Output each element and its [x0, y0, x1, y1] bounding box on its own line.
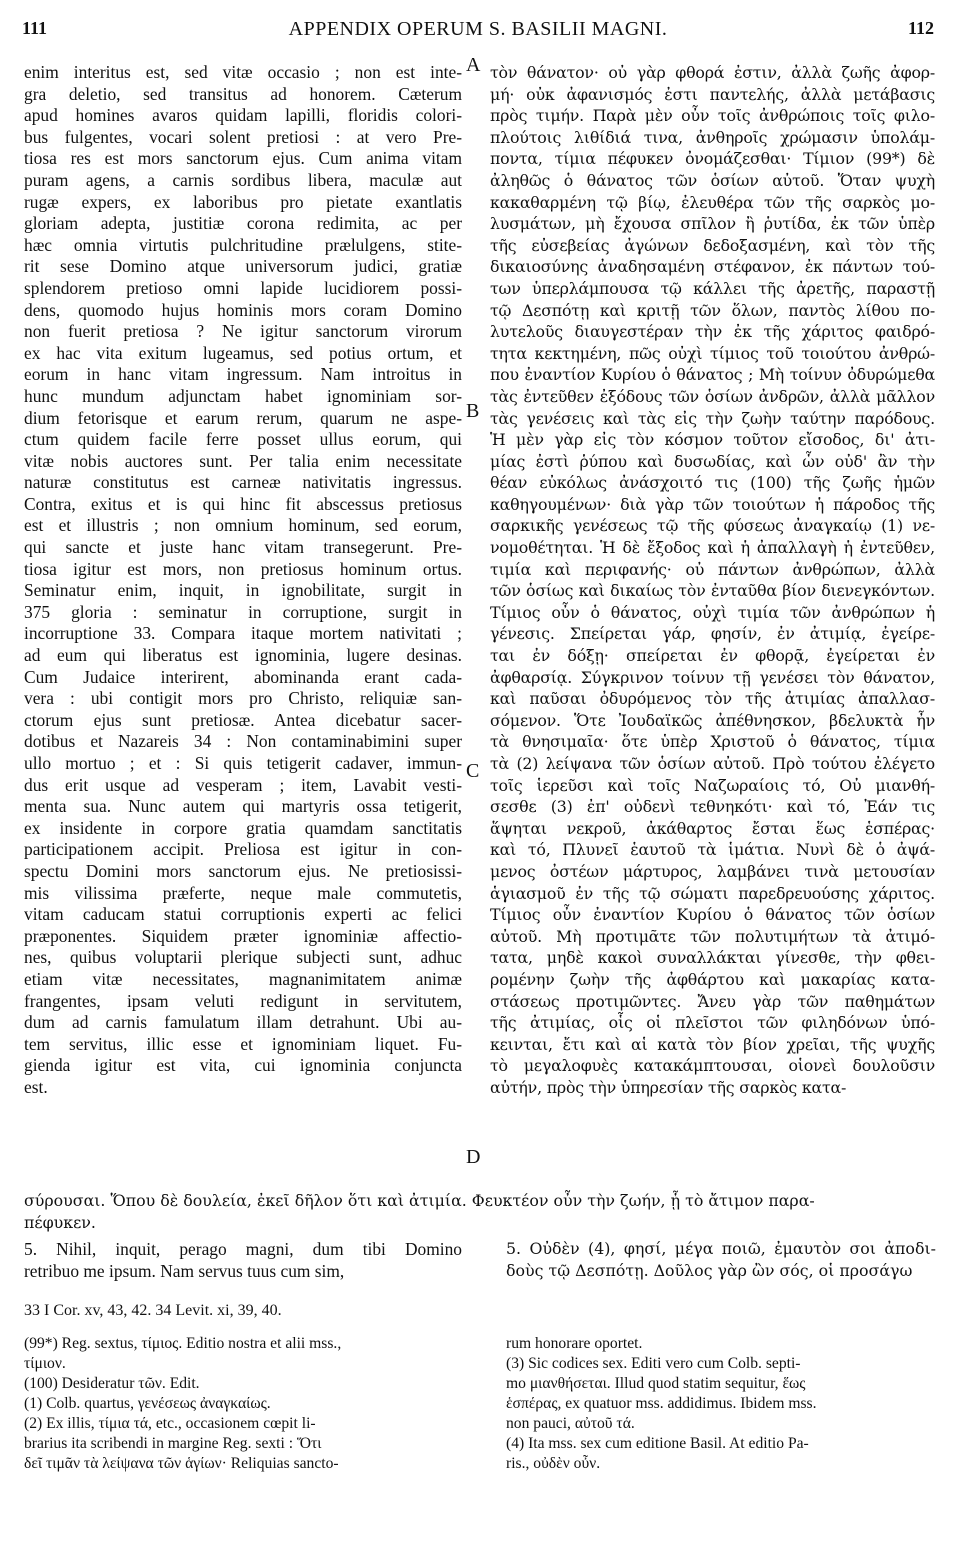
greek-line: κεινται, ἔτι καὶ αἱ κατὰ τὸν βίον χρεῖαι, τῆς ψυχῆς [490, 1034, 935, 1054]
notes-right [506, 1334, 936, 1474]
latin-line: incorruptione 33. Compara itaque mortem nativitati ; [24, 623, 462, 644]
running-title: APPENDIX OPERUM S. BASILII MAGNI. [288, 18, 668, 40]
greek-line: καθηγουμένων· διὰ γὰρ τῶν τοιούτων ἡ πάροδος τῆς [490, 494, 935, 514]
greek-line: θέαν εὐκόλως ἀνάσχοιτό τις (100) τῆς ζωῆς ἡμῶν [490, 473, 935, 493]
greek-line: τῷ Δεσπότῃ καὶ κριτῇ τῶν ὅλων, παντὸς λίθου πο- [490, 300, 935, 320]
greek-column [490, 62, 935, 1099]
note-line: ἑσπέρας, ex quatuor mss. addidimus. Ibidem mss. [506, 1395, 817, 1412]
greek-line: τὸν θάνατον· οὐ γὰρ φθορά ἐστιν, ἀλλὰ ζωῆς ἀφορ- [490, 63, 935, 82]
latin-line: ullo mortuo ; et : Si quis tetigerit cadaver, immun- [24, 753, 462, 773]
latin-line: tiosa igitur est mors, non pretiosus hominum ortus. [24, 558, 462, 579]
greek-line: γένεσις. Σπείρεται γάρ, φησίν, ἐν ἀτιμίᾳ, ἐγείρε- [490, 624, 935, 644]
note-line: (99*) Reg. sextus, τίμιος. Editio nostra et alii mss., [24, 1335, 342, 1352]
margin-marker-d: D [466, 1146, 481, 1168]
latin-line: vitam caducam statui corruptionis experti ac felici [24, 904, 462, 925]
section-5-latin [24, 1238, 462, 1282]
latin-line: ex insidente in corpore gratia quamdam sanctitatis [24, 817, 462, 838]
greek-line: ται ἐν δόξῃ· σπείρεται ἐν φθορᾷ, ἐγείρεται ἐν [490, 646, 935, 666]
latin-line: non fuerit pretiosa ? Ne igitur sanctorum virorum [24, 321, 462, 342]
section-5-latin-line: 5. Nihil, inquit, perago magni, dum tibi Domino [24, 1239, 462, 1259]
latin-line: ex hac vita exitum lugeamus, sed potius ortum, et [24, 342, 462, 363]
latin-line: enim interitus est, sed vitæ occasio ; non est inte- [24, 62, 462, 82]
note-line: δεῖ τιμᾶν τὰ λείψανα τῶν ἁγίων· Reliquias sancto- [24, 1455, 339, 1472]
greek-line: Τίμιος οὖν ὁ θάνατος, οὐχὶ τιμία τῶν ἀνθρώπων ἡ [490, 602, 935, 622]
latin-line: præponentes. Siquidem præter ignominiæ affectio- [24, 925, 462, 946]
greek-line: τὰ (2) λείψανα τῶν ὁσίων αὐτοῦ. Πρὸ τούτου ἐλέγετο [490, 754, 935, 773]
greek-line: στάσεως προτιμῶντες. Ἄνευ γὰρ τῶν παθημάτων [490, 991, 935, 1011]
greek-line: νομοθέτηται. Ἡ δὲ ἔξοδος καὶ ἡ ἀπαλλαγὴ ἡ ἐντεῦθεν, [490, 538, 935, 558]
greek-line: πλούτοις λιθίδιά τινα, ἀνθηροῖς χρώμασιν ὑπολάμ- [490, 127, 935, 147]
greek-line: τατα, μηδὲ κακοὶ συναλλάκται γίνεσθε, τὴν φθει- [490, 948, 935, 968]
greek-spill-line: σύρουσαι. Ὅπου δὲ δουλεία, ἐκεῖ δῆλον ὅτι καὶ ἀτιμία. Φευκτέον οὖν τὴν ζωήν, ᾗ τὸ ἄτιμον παρα- [24, 1191, 815, 1210]
latin-line: hæc omnia virtutis pulchritudine prælulgens, stite- [24, 234, 462, 255]
greek-line: ἅψηται νεκροῦ, ἀκάθαρτος ἔσται ἕως ἑσπέρας· [490, 818, 935, 838]
greek-line: που ἐναντίον Κυρίου ὁ θάνατος ; Μὴ τοίνυν ὀδυρώμεθα [490, 365, 935, 385]
latin-line: ctorum ejus sunt pretiosæ. Antea dicebatur sacer- [24, 709, 462, 730]
greek-line: τιμία καὶ περιφανής· οὐ πάντων ἀνθρώπων, ἀλλὰ [490, 559, 935, 579]
greek-line: τῆς εὐσεβείας ἀγώνων δεδοξασμένη, καὶ τὸν τῆς [490, 235, 935, 255]
latin-line: frangentes, ipsam veluti redigunt in servitutem, [24, 990, 462, 1011]
note-line: non pauci, αὐτοῦ τά. [506, 1415, 635, 1432]
latin-line: vitæ nobis auctores sunt. Per talia enim necessitate [24, 450, 462, 471]
greek-line: τὰς ἐντεῦθεν ἐξόδους τῶν ὁσίων ἀνδρῶν, ἀλλὰ μᾶλλον [490, 386, 935, 406]
section-5-greek-line: 5. Οὐδὲν (4), φησί, μέγα ποιῶ, ἐμαυτὸν σοι ἀποδι- [506, 1239, 936, 1258]
greek-line: καὶ τό, Πλυνεῖ ἑαυτοῦ τὰ ἱμάτια. Νυνὶ δὲ ὁ ἀψά- [490, 840, 935, 860]
latin-line: gienda igitur est vita, cui ignominia conjuncta [24, 1055, 462, 1076]
latin-line: splendorem pretioso omni lapide lucidiorem possi- [24, 277, 462, 298]
latin-line: puram agens, a carnis sordibus libera, maculæ aut [24, 169, 462, 190]
greek-line: λυσμάτων, μὴ ἔχουσα σπῖλον ἢ ῥυτίδα, ἐκ τῶν ὑπὲρ [490, 214, 935, 234]
note-line: (4) Ita mss. sex cum editione Basil. At editio Pa- [506, 1435, 809, 1452]
greek-line: αὐτοῦ. Μὴ προτιμᾶτε τῶν πολυτιμήτων τὰ ἀτιμό- [490, 926, 935, 946]
latin-line: menta sua. Nunc autem qui martyris ossa tetigerit, [24, 796, 462, 817]
greek-spill-lines [24, 1190, 936, 1233]
latin-line: ctum quidem facile ferre posset ullus eorum, qui [24, 429, 462, 450]
greek-line: τῶν ὁσίως καὶ δικαίως τὸν ἐνταῦθα βίον διενεγκόντων. [490, 581, 935, 601]
note-line: (2) Ex illis, τίμια τά, etc., occasionem cœpit li- [24, 1415, 316, 1432]
latin-line: naturæ constitutus est carneæ nativitatis ingressus. [24, 472, 462, 493]
note-line: mo μιανθήσεται. Illud quod statim sequitur, ἕως [506, 1375, 806, 1392]
greek-line: μίας ἐστὶ ῥύπου καὶ δυσωδίας, καὶ ὧν οὐδ' ἂν τὴν [490, 451, 935, 471]
latin-line: Seminatur enim, inquit, in ignobilitate, surgit in [24, 580, 462, 601]
section-5-latin-line: retribuo me ipsum. Nam servus tuus cum sim, [24, 1261, 345, 1281]
greek-line: σαρκικῆς γενέσεως τῷ τῆς φύσεως ἀναγκαίῳ (1) νε- [490, 516, 935, 536]
greek-line: τῆς ἀτιμίας, οἷς οἱ πλεῖστοι τῶν φιληδόνων ὑπό- [490, 1013, 935, 1033]
greek-line: Τίμιος οὖν ἐναντίον Κυρίου ὁ θάνατος τῶν ὁσίων [490, 905, 935, 925]
note-line: ris., οὐδὲν οὖν. [506, 1455, 601, 1472]
greek-line: ποντα, τίμια πέφυκεν ὀνομάζεσθαι· Τίμιον (99*) δὲ [490, 149, 935, 169]
greek-line: τὰ θνησιμαῖα· ὅτε ὑπὲρ Χριστοῦ ὁ θάνατος, τίμια [490, 732, 935, 752]
greek-line: κακαθαρμένη τῷ βίῳ, ἐλευθέρα τῶν τῆς σαρκὸς μο- [490, 192, 935, 212]
latin-line: Contra, exitus et is qui hinc fit abscessus pretiosus [24, 493, 462, 514]
greek-spill-line: πέφυκεν. [24, 1212, 96, 1232]
latin-line: qui sancte et juste hanc vitam transegerunt. Pre- [24, 537, 462, 558]
greek-line: σόμενον. Ὅτε Ἰουδαϊκῶς ἀπέθνησκον, βδελυκτὰ ἦν [490, 710, 935, 730]
latin-line: gra deletio, sed transitus ad honorem. Cæterum [24, 83, 462, 104]
latin-line: est. [24, 1076, 48, 1097]
page-number-right: 112 [907, 18, 934, 38]
note-line: (3) Sic codices sex. Editi vero cum Colb. septi- [506, 1355, 801, 1372]
latin-line: rugæ expers, ex laboribus pro pietate exantlatis [24, 191, 462, 212]
latin-line: Cum Judaice interirent, abominanda erant cada- [24, 666, 462, 687]
latin-line: dens, quomodo hujus hominis mors coram Domino [24, 299, 462, 320]
greek-line: τὸ μεγαλοφυὲς κατακάμπτουσαι, οἱονεὶ δουλοῦσιν [490, 1056, 935, 1076]
margin-marker-b: B [466, 400, 480, 422]
latin-line: dium fetorisque et earum rerum, quarum ne aspe- [24, 407, 462, 428]
greek-line: σεσθε (3) ἐπ' οὐδενὶ τεθνηκότι· καὶ τό, Ἐάν τις [490, 797, 935, 817]
greek-line: μενος ὀστέων μάρτυρος, λαμβάνει τινὰ μετουσίαν [490, 861, 935, 881]
running-header [22, 18, 934, 48]
latin-line: tiosa res est mors sanctorum ejus. Cum anima vitam [24, 148, 462, 169]
note-line: (100) Desideratur τῶν. Edit. [24, 1375, 200, 1392]
latin-line: dotibus et Nazareis 34 : Non contaminabimini super [24, 731, 462, 752]
greek-line: ἀφθαρσίᾳ. Σύγκρινον τοίνυν τῇ γενέσει τὸν θάνατον, [490, 667, 935, 687]
latin-line: nes, quibus voluptarii plerique subjecti sunt, adhuc [24, 947, 462, 968]
greek-line: τὰς γενέσεις καὶ τὰς εἰς τὴν ζωὴν ταύτην παρόδους. [490, 408, 935, 428]
greek-line: ρομένην ζωὴν τῆς ἀφθάρτου καὶ μακαρίας κατα- [490, 969, 935, 989]
greek-line: ἁγιασμοῦ ἐν τῆς τῷ σώματι παρεδρευούσης χάριτος. [490, 883, 935, 903]
latin-line: ad eum qui liberatus est ignominia, lugere desinas. [24, 645, 462, 666]
latin-line: rit sese Domino atque universorum judici, gratiæ [24, 256, 462, 277]
latin-line: gloriam adepta, justitiæ corona redimita, ac per [24, 213, 462, 234]
latin-line: dus erit usque ad vesperam ; item, Lavabit vesti- [24, 774, 462, 795]
note-line: rum honorare oportet. [506, 1335, 643, 1352]
margin-marker-c: C [466, 760, 480, 782]
latin-line: etiam vitæ necessitates, magnanimitatem animæ [24, 968, 462, 989]
latin-line: tem servitus, illic esse et ignominiam liquet. Fu- [24, 1033, 462, 1054]
greek-line: μή· οὐκ ἀφανισμός ἐστι παντελής, ἀλλὰ μετάβασις [490, 84, 935, 104]
greek-line: δικαιοσύνης ἀναδησαμένη στέφανον, ἐκ πάντων τού- [490, 257, 935, 277]
latin-line: vera : ubi contigit mors pro Christo, reliquiæ san- [24, 688, 462, 709]
page-number-left: 111 [22, 18, 48, 38]
latin-line: participationem accipit. Preliosa est igitur in con- [24, 839, 462, 860]
scripture-footnotes: 33 I Cor. xv, 43, 42. 34 Levit. xi, 39, 40. [24, 1302, 282, 1319]
note-line: (1) Colb. quartus, γενέσεως ἀναγκαίως. [24, 1395, 271, 1412]
latin-line: eorum in hanc vitam ingressum. Nam introitus in [24, 364, 462, 385]
greek-line: ἀληθῶς ὁ θάνατος τῶν ὁσίων αὐτοῦ. Ὅταν ψυχὴ [490, 170, 935, 190]
latin-line: est et illustris ; non omnium hominum, sed eorum, [24, 515, 462, 536]
greek-line: λυτελοῦς διαυγεστέραν τὴν ἐκ τῆς χάριτος φαιδρό- [490, 322, 935, 342]
latin-line: spectu Domini mors sanctorum ejus. Ne pretiosissi- [24, 860, 462, 881]
greek-line: τοῖς ἱερεῦσι καὶ τοῖς Ναζωραίοις τό, Οὐ μιανθή- [490, 775, 935, 795]
section-5-greek-line: δοὺς τῷ Δεσπότῃ. Δοῦλος γὰρ ὢν σός, οἱ προσάγω [506, 1261, 913, 1280]
notes-left [24, 1334, 462, 1474]
greek-line: των ὑπερλάμπουσα τῷ κάλλει τῆς ἀρετῆς, παραστῇ [490, 278, 935, 298]
greek-line: τητα κεκτημένη, πῶς οὐχὶ τίμιος τοῦ τοιούτου ἀνθρώ- [490, 343, 935, 363]
latin-line: dum ad carnis famulatum illam detrahunt. Ubi au- [24, 1012, 462, 1033]
greek-line: Ἡ μὲν γὰρ εἰς τὸν κόσμον τοῦτον εἴσοδος, δι' ἀτι- [490, 430, 935, 450]
note-line: brarius ita scribendi in margine Reg. sexti : Ὅτι [24, 1435, 322, 1452]
latin-column [24, 62, 462, 1099]
greek-line: αὐτήν, πρὸς τὴν ὑπηρεσίαν τῆς σαρκὸς κατα- [490, 1077, 847, 1097]
note-line: τίμιον. [24, 1355, 66, 1372]
latin-line: 375 gloria : seminatur in corruptione, surgit in [24, 601, 462, 622]
latin-line: mis vilissima præferte, neque male commutetis, [24, 882, 462, 903]
margin-marker-a: A [466, 54, 481, 76]
latin-line: apud homines avaros quidam lapilli, floridis colori- [24, 105, 462, 126]
latin-line: hunc mundum adjunctam habet ignominiam sor- [24, 385, 462, 406]
latin-line: bus fulgentes, vocari solent pretiosi : at vero Pre- [24, 126, 462, 147]
greek-line: καὶ παῦσαι ὀδυρόμενος τὸν τῆς ἀτιμίας ἀπαλλασ- [490, 689, 935, 709]
greek-line: πρὸς τιμήν. Παρὰ μὲν οὖν τοῖς ἀνθρώποις τοῖς φιλο- [490, 106, 935, 126]
section-5-greek [506, 1238, 936, 1282]
